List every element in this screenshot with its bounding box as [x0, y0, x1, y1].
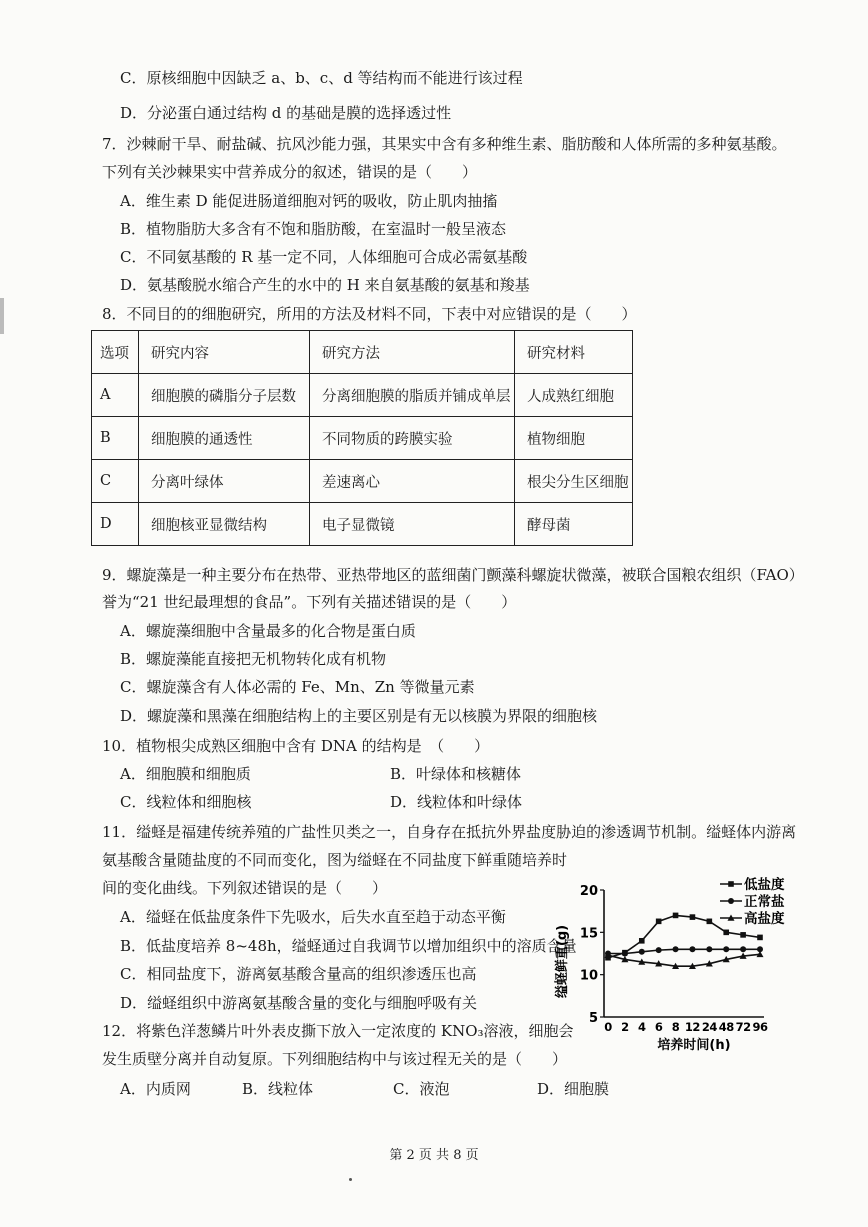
data-point: [673, 913, 679, 919]
q12-stem-line2: 发生质壁分离并自动复原。下列细胞结构中与该过程无关的是（ ）: [102, 1050, 568, 1068]
table-row: [92, 417, 633, 460]
data-point: [706, 946, 712, 952]
table-header-cell: 研究材料: [515, 331, 633, 374]
table-cell: 细胞膜的磷脂分子层数: [139, 374, 310, 417]
q9-stem-line1: 9．螺旋藻是一种主要分布在热带、亚热带地区的蓝细菌门颤藻科螺旋状微藻，被联合国粮农组织（FAO）: [102, 566, 804, 584]
data-point: [690, 914, 696, 920]
q12-option-d: D．细胞膜: [537, 1080, 610, 1098]
table-cell: D: [92, 503, 139, 546]
legend-marker: [728, 898, 734, 904]
series-line: [608, 954, 760, 966]
series-line: [608, 915, 760, 957]
q11-option-d: D．缢蛏组织中游离氨基酸含量的变化与细胞呼吸有关: [120, 994, 478, 1012]
table-cell: 植物细胞: [515, 417, 633, 460]
q7-option-a: A．维生素 D 能促进肠道细胞对钙的吸收，防止肌肉抽搐: [120, 192, 498, 210]
data-point: [707, 919, 713, 925]
salinity-weight-chart: [548, 872, 798, 1062]
table-cell: 不同物质的跨膜实验: [310, 417, 515, 460]
q10-option-c: C．线粒体和细胞核: [120, 793, 252, 811]
q10-stem: 10．植物根尖成熟区细胞中含有 DNA 的结构是 （ ）: [102, 737, 490, 755]
q7-option-d: D．氨基酸脱水缩合产生的水中的 H 来自氨基酸的氨基和羧基: [120, 276, 530, 294]
y-axis-label: 缢蛏鲜重(g): [555, 924, 570, 999]
table-cell: 根尖分生区细胞: [515, 460, 633, 503]
data-point: [723, 930, 729, 936]
legend-label: 高盐度: [744, 911, 785, 927]
table-cell: A: [92, 374, 139, 417]
table-cell: 细胞膜的通透性: [139, 417, 310, 460]
q7-stem-line2: 下列有关沙棘果实中营养成分的叙述，错误的是（ ）: [102, 163, 478, 181]
q9-option-a: A．螺旋藻细胞中含量最多的化合物是蛋白质: [120, 622, 416, 640]
q12-option-c: C．液泡: [393, 1080, 450, 1098]
x-tick-label: 0: [604, 1020, 612, 1034]
q9-option-c: C．螺旋藻含有人体必需的 Fe、Mn、Zn 等微量元素: [120, 678, 475, 696]
q6-option-d: D．分泌蛋白通过结构 d 的基础是膜的选择透过性: [120, 104, 452, 122]
table-cell: B: [92, 417, 139, 460]
q9-option-b: B．螺旋藻能直接把无机物转化成有机物: [120, 650, 387, 668]
q9-option-d: D．螺旋藻和黑藻在细胞结构上的主要区别是有无以核膜为界限的细胞核: [120, 707, 598, 725]
q7-option-c: C．不同氨基酸的 R 基一定不同，人体细胞可合成必需氨基酸: [120, 248, 528, 266]
data-point: [757, 935, 763, 941]
q9-stem-line2: 誉为“21 世纪最理想的食品”。下列有关描述错误的是（ ）: [102, 593, 517, 611]
q7-stem-line1: 7．沙棘耐干旱、耐盐碱、抗风沙能力强，其果实中含有多种维生素、脂肪酸和人体所需的多种氨基酸。: [102, 135, 787, 153]
q8-stem: 8．不同目的的细胞研究，所用的方法及材料不同，下表中对应错误的是（ ）: [102, 305, 637, 323]
x-tick-label: 4: [638, 1020, 646, 1034]
x-tick-label: 48: [718, 1020, 734, 1034]
q8-table: [91, 330, 633, 546]
q11-stem-line1: 11．缢蛏是福建传统养殖的广盐性贝类之一，自身存在抵抗外界盐度胁迫的渗透调节机制。缢蛏体内游离: [102, 823, 797, 841]
legend-label: 正常盐: [744, 894, 785, 910]
table-header-cell: 研究方法: [310, 331, 515, 374]
chart-svg: [548, 872, 798, 1062]
x-tick-label: 6: [654, 1020, 663, 1034]
data-point: [656, 919, 662, 925]
data-point: [740, 932, 746, 938]
data-point: [639, 938, 645, 944]
table-cell: C: [92, 460, 139, 503]
x-tick-label: 8: [671, 1020, 680, 1034]
table-cell: 酵母菌: [515, 503, 633, 546]
table-header-cell: 研究内容: [139, 331, 310, 374]
y-tick-label: 20: [579, 884, 598, 899]
table-cell: 分离细胞膜的脂质并铺成单层: [310, 374, 515, 417]
x-tick-label: 2: [621, 1020, 629, 1034]
q6-option-c: C．原核细胞中因缺乏 a、b、c、d 等结构而不能进行该过程: [120, 69, 523, 87]
table-cell: 细胞核亚显微结构: [139, 503, 310, 546]
q10-option-a: A．细胞膜和细胞质: [120, 765, 251, 783]
q11-option-a: A．缢蛏在低盐度条件下先吸水，后失水直至趋于动态平衡: [120, 908, 506, 926]
x-tick-label: 72: [735, 1020, 751, 1034]
table-cell: 分离叶绿体: [139, 460, 310, 503]
data-point: [639, 949, 645, 955]
y-tick-label: 10: [579, 968, 598, 984]
x-tick-label: 96: [752, 1020, 768, 1034]
y-tick-label: 5: [588, 1011, 598, 1026]
data-point: [622, 951, 628, 957]
table-cell: 电子显微镜: [310, 503, 515, 546]
q10-option-d: D．线粒体和叶绿体: [390, 793, 523, 811]
x-tick-label: 24: [701, 1020, 717, 1034]
data-point: [656, 947, 662, 953]
x-tick-label: 12: [684, 1020, 700, 1034]
data-point: [689, 946, 695, 952]
q7-option-b: B．植物脂肪大多含有不饱和脂肪酸，在室温时一般呈液态: [120, 220, 507, 238]
q11-stem-line2: 氨基酸含量随盐度的不同而变化，图为缢蛏在不同盐度下鲜重随培养时: [102, 851, 568, 869]
data-point: [740, 946, 746, 952]
legend-label: 低盐度: [744, 877, 785, 893]
data-point: [723, 946, 729, 952]
table-header-cell: 选项: [92, 331, 139, 374]
binding-margin-mark: [0, 298, 4, 334]
scan-dot: [349, 1178, 352, 1181]
y-tick-label: 15: [579, 926, 598, 942]
series-line: [608, 949, 760, 953]
table-cell: 人成熟红细胞: [515, 374, 633, 417]
q12-option-b: B．线粒体: [242, 1080, 314, 1098]
q12-option-a: A．内质网: [120, 1080, 191, 1098]
q12-stem-line1: 12．将紫色洋葱鳞片叶外表皮撕下放入一定浓度的 KNO₃溶液，细胞会: [102, 1022, 574, 1040]
q11-stem-line3: 间的变化曲线。下列叙述错误的是（ ）: [102, 879, 388, 897]
q11-option-b: B．低盐度培养 8~48h，缢蛏通过自我调节以增加组织中的溶质含量: [120, 937, 577, 955]
table-header-row: [92, 331, 633, 374]
table-row: [92, 503, 633, 546]
table-row: [92, 374, 633, 417]
page-footer: 第 2 页 共 8 页: [389, 1148, 479, 1163]
legend-marker: [728, 881, 734, 887]
x-axis-label: 培养时间(h): [657, 1038, 731, 1053]
q10-option-b: B．叶绿体和核糖体: [390, 765, 522, 783]
data-point: [673, 946, 679, 952]
table-cell: 差速离心: [310, 460, 515, 503]
q11-option-c: C．相同盐度下，游离氨基酸含量高的组织渗透压也高: [120, 965, 477, 983]
table-row: [92, 460, 633, 503]
